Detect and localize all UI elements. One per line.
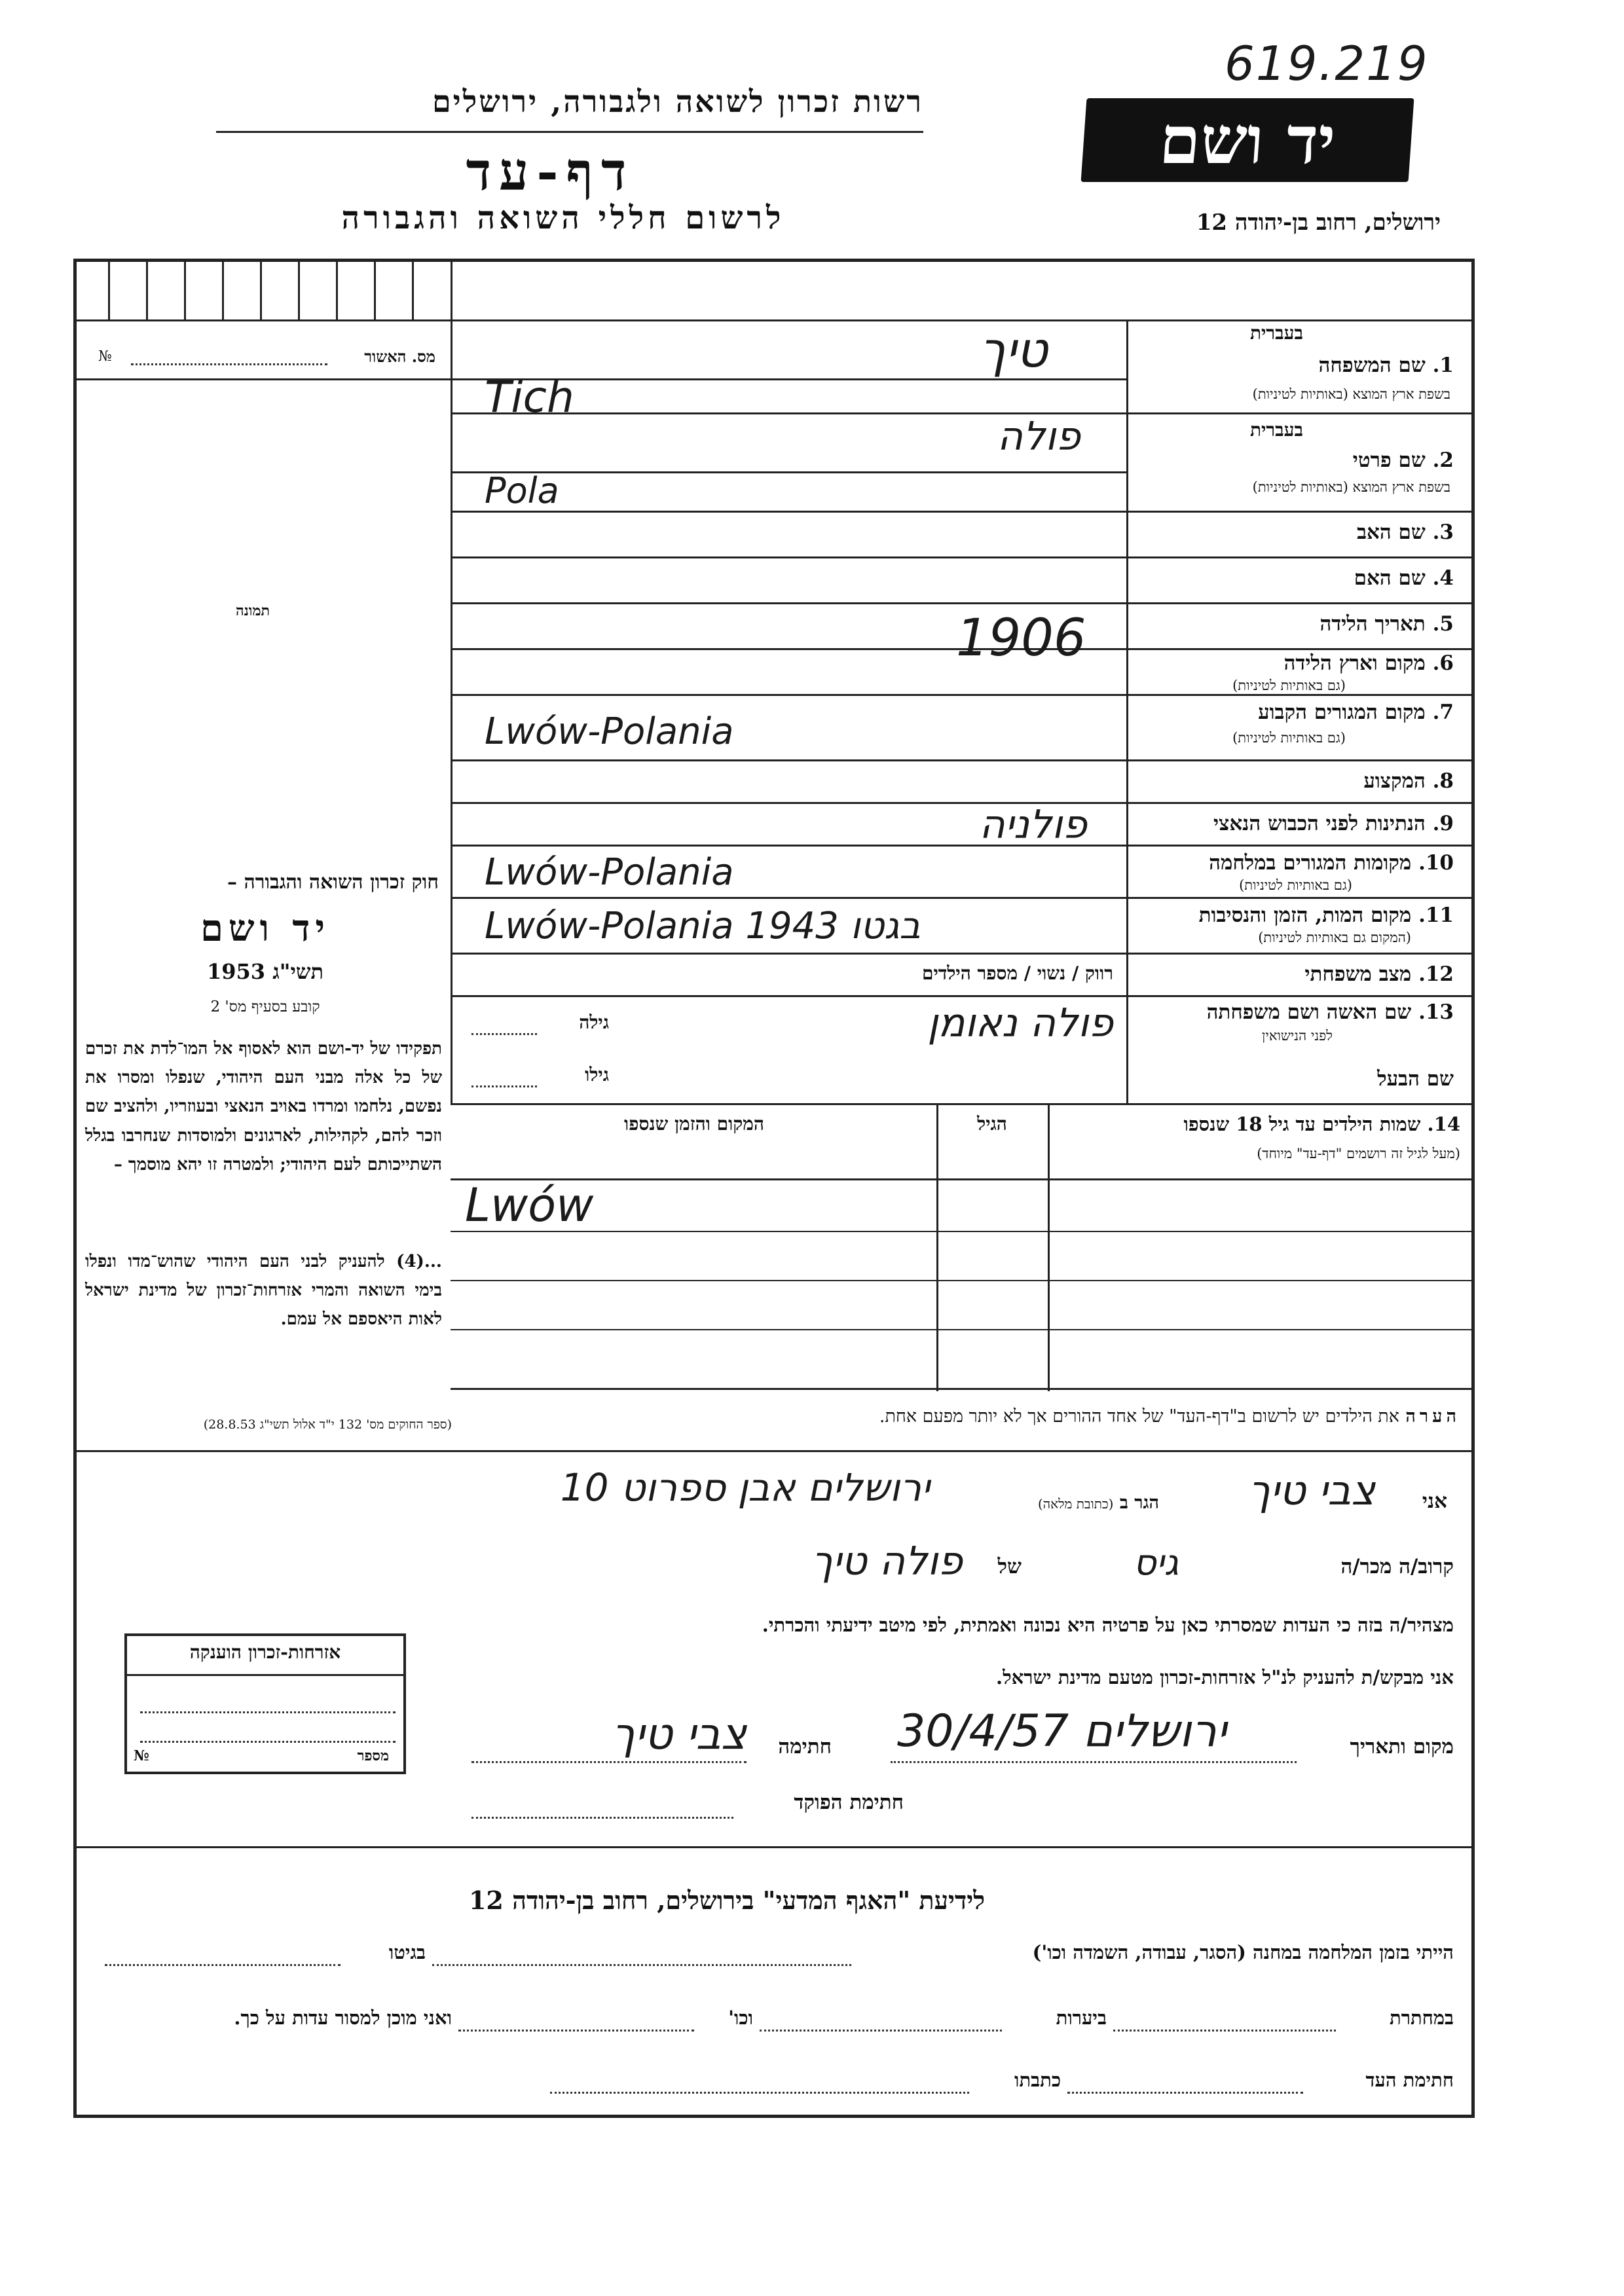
row-line-4 <box>451 602 1475 604</box>
footer-line2-d: ואני מוכן למסור עדות על כך. <box>234 2007 452 2029</box>
children-age-col: הגיל <box>977 1113 1007 1135</box>
f5-label <box>1139 612 1454 636</box>
children-header-rule <box>451 1178 1475 1180</box>
row-line-7 <box>451 759 1475 761</box>
institution-name: רשות זכרון לשואה ולגבורה, ירושלים <box>432 84 923 119</box>
law-heading: חוק זכרון השואה והגבורה – <box>227 871 439 894</box>
declaration-text: מצהיר/ה בזה כי העדות שמסרתי כאן על פרטיה היא נכונה ואמתית, לפי מיטב ידיעתי והכרתי. <box>762 1614 1454 1636</box>
note-text: את הילדים יש לרשום ב"דף-העד" של אחד ההורים אך לא יותר מפעם אחת. <box>879 1406 1399 1427</box>
law-clause: קובע בסעיף מס' 2 <box>210 998 320 1015</box>
declarant-i-label: אני <box>1422 1489 1447 1513</box>
f1-sub: בשפת ארץ המוצא (באותיות לטיניות) <box>1252 386 1450 402</box>
f11-label <box>1139 903 1454 927</box>
footer-line2-c: וכו' <box>728 2007 753 2029</box>
f12-label <box>1139 962 1454 986</box>
form-subtitle: לרשום חללי השואה והגבורה <box>341 200 785 236</box>
f7-text: מקום המגורים הקבוע <box>1258 701 1426 724</box>
logo-text: יד ושם <box>1156 101 1338 179</box>
f8-text: המקצוע <box>1363 769 1426 793</box>
children-col-2 <box>936 1103 938 1391</box>
age-m-line[interactable] <box>471 1085 537 1087</box>
row-line-11 <box>451 953 1475 955</box>
f12-options: רווק / נשוי / מספר הילדים <box>921 962 1113 984</box>
children-title-text: שמות הילדים עד גיל 18 שנספו <box>1183 1113 1421 1135</box>
f11-num: 11. <box>1418 903 1454 927</box>
f11-value[interactable]: Lwów-Polania 1943 בגטו <box>485 905 921 947</box>
footer-line2-b: ביערות <box>1056 2007 1107 2029</box>
f4-num: 4. <box>1432 566 1454 590</box>
signature-line <box>471 1761 747 1763</box>
approval-label: מס. האשור <box>364 347 435 366</box>
box-8 <box>374 259 376 319</box>
citizenship-no: № <box>134 1747 149 1764</box>
citizenship-box <box>124 1633 406 1774</box>
f2-text: שם פרטי <box>1352 448 1426 472</box>
f7-sub: (גם באותיות לטיניות) <box>1232 730 1346 746</box>
f12-num: 12. <box>1418 962 1454 986</box>
official-signature-line[interactable] <box>471 1817 733 1819</box>
f13-sub: לפני הנישואין <box>1262 1028 1333 1044</box>
place-date-line <box>891 1761 1297 1763</box>
relation-value[interactable]: גיס <box>1133 1542 1179 1583</box>
f3-text: שם האב <box>1357 520 1426 544</box>
law-citation: (ספר החוקים מס' 132 י"ד אלול תשי"ג 28.8.53) <box>203 1417 452 1432</box>
children-entry-place[interactable]: Lwów <box>465 1178 594 1232</box>
f11-text: מקום המות, הזמן והנסיבות <box>1198 903 1412 927</box>
footer-line3-b: כתבתו <box>1014 2069 1061 2091</box>
f8-num: 8. <box>1432 769 1454 793</box>
row-line-3 <box>451 556 1475 558</box>
request-text: אני מבקש/ת להעניק לנ"ל אזרחות-זכרון מטעם מדינת ישראל. <box>995 1666 1454 1688</box>
footer-line1-b: בגיטו <box>388 1941 426 1963</box>
row-line-13 <box>451 1103 1475 1105</box>
f1-num: 1. <box>1432 354 1454 377</box>
f9-label <box>1139 812 1454 835</box>
address: ירושלים, רחוב בן-יהודה 12 <box>1196 210 1441 236</box>
f7-value[interactable]: Lwów-Polania <box>485 710 734 753</box>
approval-no: № <box>98 348 112 365</box>
husband-label: שם הבעל <box>1377 1067 1454 1091</box>
children-rule-1 <box>451 1231 1475 1232</box>
f6-sub: (גם באותיות לטיניות) <box>1232 678 1346 693</box>
citizenship-number-label: מספר <box>357 1747 389 1764</box>
declarant-address[interactable]: ירושלים אבן ספרוט 10 <box>560 1465 930 1510</box>
box-6 <box>298 259 300 319</box>
citizenship-number-row <box>134 1747 402 1764</box>
footer-line3-signature[interactable] <box>1067 2092 1303 2094</box>
box-9 <box>412 259 414 319</box>
f9-text: הנתינות לפני הכבוש הנאצי <box>1213 812 1426 835</box>
left-column-divider <box>451 259 452 1103</box>
f10-num: 10. <box>1418 851 1454 875</box>
official-signature-label: חתימת הפוקד <box>794 1791 904 1814</box>
citizenship-title: אזרחות-זכרון הוענקה <box>189 1641 341 1663</box>
f13-label <box>1139 1000 1454 1024</box>
row-line-6 <box>451 694 1475 696</box>
children-rule-3 <box>451 1329 1475 1330</box>
footer-line3-a: חתימת העד <box>1365 2069 1454 2091</box>
f5-text: תאריך הלידה <box>1320 612 1426 636</box>
children-place-col: המקום והזמן שנספו <box>624 1113 764 1135</box>
f2-num: 2. <box>1432 448 1454 472</box>
footer-line2-underground[interactable] <box>1113 2030 1336 2032</box>
law-year: תשי"ג 1953 <box>207 959 323 984</box>
f13-text: שם האשה ושם משפחתה <box>1206 1000 1412 1024</box>
f6-num: 6. <box>1432 651 1454 675</box>
f13-num: 13. <box>1418 1000 1454 1024</box>
f2-latin-value[interactable]: Pola <box>485 470 559 511</box>
signature-label: חתימה <box>778 1735 832 1758</box>
note-top-rule <box>451 1388 1475 1390</box>
box-5 <box>260 259 262 319</box>
box-1 <box>108 259 110 319</box>
form-title: דף-עד <box>466 141 635 202</box>
f2-hebrew-value[interactable]: פולה <box>997 414 1080 460</box>
box-7 <box>336 259 338 319</box>
f7-label <box>1139 701 1454 724</box>
footer-line1-camp[interactable] <box>432 1964 851 1966</box>
f1-latin-value[interactable]: Tich <box>485 372 574 422</box>
resides-label-text: הגר ב <box>1119 1493 1159 1513</box>
f6-label <box>1139 651 1454 675</box>
f7-num: 7. <box>1432 701 1454 724</box>
footer-line2-etc[interactable] <box>458 2030 694 2032</box>
row-line-2 <box>451 511 1475 513</box>
law-para-2: ...(4) להעניק לבני העם היהודי שהוש־מדו ונפלו בימי השואה והמרי אזרחות־זכרון של מדינת ישראל לאות היאספם אל עמם. <box>85 1252 442 1330</box>
approval-rule <box>73 378 451 380</box>
f2-hebrew-label: בעברית <box>1249 419 1303 441</box>
note-label: הערה <box>1405 1406 1460 1427</box>
label-column-divider <box>1126 319 1128 1103</box>
place-date-label: מקום ותאריך <box>1350 1735 1454 1758</box>
footer-line1-a: הייתי בזמן המלחמה במחנה (הסגר, עבודה, השמדה וכו') <box>1032 1941 1454 1963</box>
law-para-1: תפקידו של יד-ושם הוא לאסוף אל המו־לדת את זכרם של כל אלה מבני העם היהודי, שנפלו ומסרו את נפשם, נלחמו ומרדו באויב הנאצי ובעוזריו, ולהציב שם וזכר להם, לקהילות, לארגונים ולמוסדות שנחרבו בגלל השתייכותם לעם היהודי; ולמטרה זו יהא מוסמך – <box>85 1039 442 1175</box>
f6-text: מקום וארץ הלידה <box>1283 651 1426 675</box>
footer-line1-ghetto[interactable] <box>105 1964 341 1966</box>
law-name: יד ושם <box>200 907 331 950</box>
f4-text: שם האם <box>1354 566 1426 590</box>
children-col-1 <box>1048 1103 1050 1391</box>
f1-text: שם המשפחה <box>1318 354 1426 377</box>
age-m-label: גילו <box>585 1064 609 1085</box>
children-num: 14. <box>1427 1113 1460 1135</box>
row-line-10 <box>451 897 1475 899</box>
resides-sub-text: (כתובת מלאה) <box>1037 1496 1114 1512</box>
f13-value[interactable]: פולה נאומן <box>927 1000 1113 1046</box>
row-line-12 <box>451 995 1475 997</box>
f10-text: מקומות המגורים במלחמה <box>1209 851 1412 875</box>
f3-num: 3. <box>1432 520 1454 544</box>
of-label: של <box>997 1555 1022 1578</box>
f2-label <box>1139 448 1454 472</box>
box-3 <box>184 259 186 319</box>
citizenship-line-2[interactable] <box>140 1741 396 1743</box>
note-text-row <box>458 1406 1460 1427</box>
f1-hebrew-value[interactable]: טיך <box>979 322 1048 378</box>
archive-number: 619.219 <box>1225 36 1429 91</box>
f8-label <box>1139 769 1454 793</box>
footer-line3-address[interactable] <box>550 2092 969 2094</box>
of-name[interactable]: פולה טיך <box>811 1539 963 1584</box>
footer-top-rule <box>73 1846 1475 1848</box>
f9-num: 9. <box>1432 812 1454 835</box>
f3-label <box>1139 520 1454 544</box>
f9-value[interactable]: פולניה <box>979 802 1087 848</box>
header-rule <box>216 131 923 133</box>
footer-title: לידיעת "האגף המדעי" בירושלים, רחוב בן-יהודה 12 <box>468 1886 986 1915</box>
age-f-label: גילה <box>579 1011 609 1033</box>
footer-line2-a: במחתרת <box>1390 2007 1454 2029</box>
box-2 <box>146 259 148 319</box>
declarant-resides-label <box>936 1493 1159 1513</box>
f11-sub: (המקום גם באותיות לטיניות) <box>1258 930 1411 945</box>
relative-label: קרוב/ה מכר/ה <box>1340 1555 1454 1578</box>
f5-value[interactable]: 1906 <box>956 609 1086 668</box>
age-f-line[interactable] <box>471 1033 537 1035</box>
declarant-name[interactable]: צבי טיך <box>1248 1467 1375 1514</box>
children-sub: (מעל לגיל זה רושמים "דף-עד" מיוחד) <box>1257 1146 1460 1161</box>
signature-value[interactable]: צבי טיך <box>611 1709 747 1759</box>
citizenship-line-1[interactable] <box>140 1711 396 1713</box>
yad-vashem-logo <box>1081 98 1414 182</box>
note-bottom-rule <box>73 1450 1475 1452</box>
children-title <box>1054 1113 1460 1136</box>
f2-sub: בשפת ארץ המוצא (באותיות לטיניות) <box>1252 479 1450 495</box>
f10-value[interactable]: Lwów-Polania <box>485 851 734 894</box>
f12-text: מצב משפחתי <box>1304 962 1412 986</box>
f4-label <box>1139 566 1454 590</box>
f10-label <box>1139 851 1454 875</box>
f1-label <box>1139 354 1454 377</box>
f5-num: 5. <box>1432 612 1454 636</box>
box-4 <box>222 259 224 319</box>
children-rule-2 <box>451 1280 1475 1281</box>
place-date-value[interactable]: ירושלים 30/4/57 <box>897 1705 1227 1757</box>
footer-line2-forests[interactable] <box>760 2030 1002 2032</box>
photo-label: תמונה <box>236 602 270 619</box>
top-strip-bottom <box>73 319 1475 321</box>
f10-sub: (גם באותיות לטיניות) <box>1239 877 1352 893</box>
approval-line[interactable] <box>131 363 327 365</box>
f1-hebrew-label: בעברית <box>1249 322 1303 344</box>
